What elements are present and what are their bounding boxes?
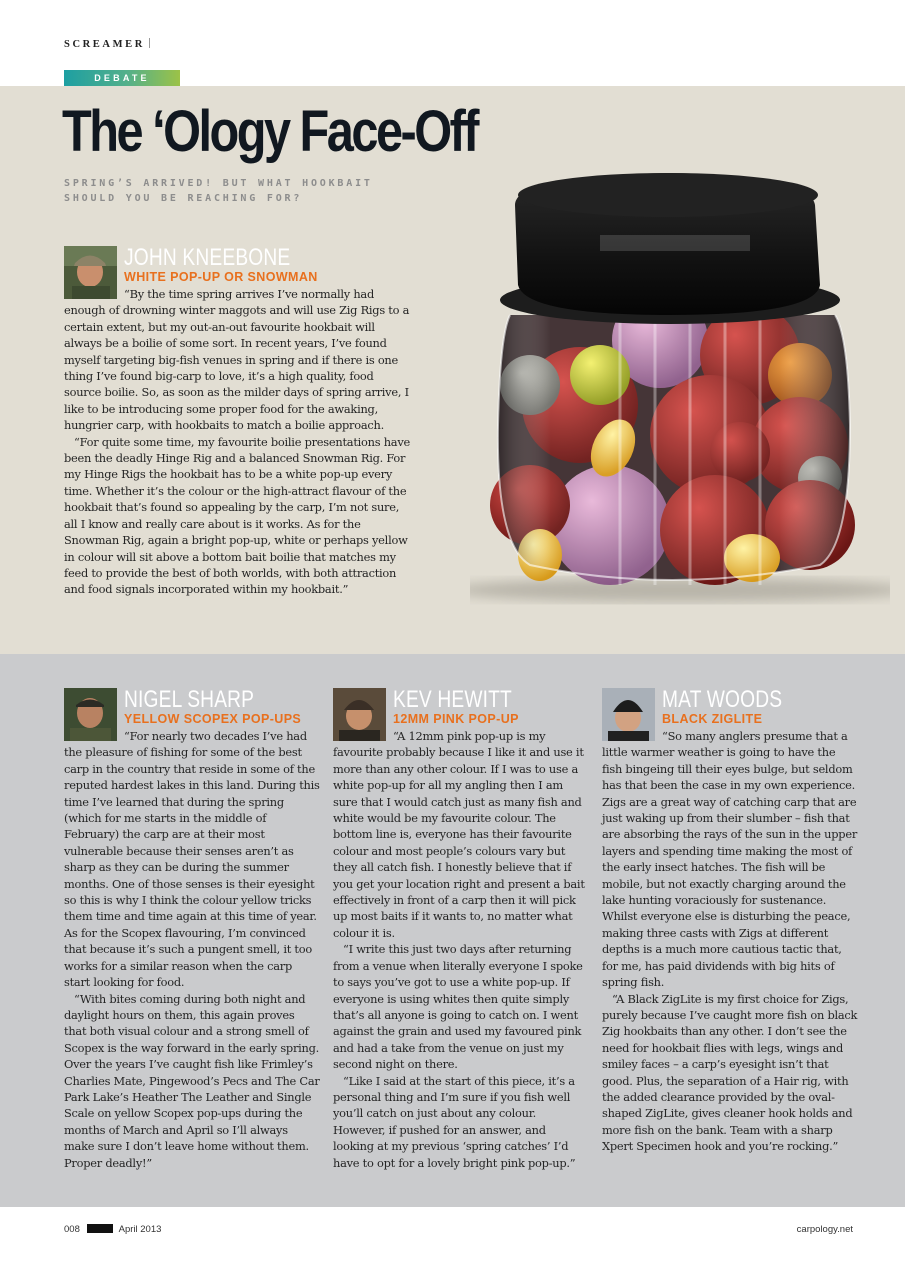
paragraph: “So many anglers presume that a little warmer weather is going to have the fish bingeing till their eyes bulge, but seldom has that been the case in my own experience. Zigs are a great way of catching carp that are just waking up from their slumber – fish that are absorbing the rays of the sun in the upper layers and spending time making the most of the early insect hatches. The fish will be mobile, but not exactly charging around the lake hunting voraciously for sustenance. Whilst everyone else is disturbing the peace, making three casts with Zigs at different depths is a much more cautious tactic that, for me, has paid dividends with big hits of spring fish. (602, 729, 858, 990)
magazine-logo-icon (87, 1224, 113, 1233)
issue-date: April 2013 (118, 1224, 162, 1235)
angler-name: KEV HEWITT (393, 686, 512, 713)
hookbait-choice: BLACK ZIGLITE (662, 712, 763, 726)
publication-header: SCREAMER (64, 38, 150, 50)
article-body-nigel (64, 728, 320, 1171)
angler-name: JOHN KNEEBONE (124, 244, 291, 271)
paragraph: “Like I said at the start of this piece, it’s a personal thing and I’m sure if you fish well you’ll catch on just about any colour. However, if pushed for an answer, and looking at my previous ‘spring catches’ I’d have to opt for a lovely bright pink pop-up.” (333, 1073, 576, 1170)
page-title: The ‘Ology Face-Off (62, 99, 478, 164)
article-body-mat (602, 728, 858, 1155)
article-body-kev (333, 728, 589, 1171)
hookbait-jar-image (470, 165, 890, 605)
paragraph: “For quite some time, my favourite boilie presentations have been the deadly Hinge Rig and a balanced Snowman Rig. For my Hinge Rigs the hookbait has to be a white pop-up every time. Whether it’s the colour or the high-attract flavour of the hookbait that’s found so appealing by the carp, I’m not sure, all I know and really care about is it works. As for the Snowman Rig, again a bright pop-up, white or perhaps yellow in colour will sit above a bottom bait boilie that matches my feed to provide the best of both worlds, with both attraction and food signals incorporated within my hookbait.” (64, 434, 411, 597)
hookbait-choice: YELLOW SCOPEX POP-UPS (124, 712, 302, 726)
page-number: 008 (64, 1224, 80, 1235)
paragraph: “For nearly two decades I’ve had the pleasure of fishing for some of the best carp in the country that reside in some of the reputed hardest lakes in this land. During this time I’ve learned that during the spring (which for me starts in the middle of February) the carp are at their most vulnerable because their senses aren’t as sharp as they can be during the summer months. One of those senses is their eyesight so this is why I think the colour yellow tricks them time and time again at this time of year. As for the Scopex flavouring, I’m convinced that because it’s such a pungent smell, it too works for a similar reason when the carp start looking for food. (64, 729, 320, 990)
hookbait-choice: 12MM PINK POP-UP (393, 712, 519, 726)
angler-name: NIGEL SHARP (124, 686, 255, 713)
page-footer-left (64, 1224, 161, 1235)
paragraph: “A 12mm pink pop-up is my favourite probably because I like it and use it more than any other colour. If I was to use a white pop-up for all my angling then I am sure that I would catch just as many fish and white would be my favourite colour. The bottom line is, everyone has their favourite colour and most people’s colours vary but they all catch fish. I honestly believe that if you get your location right and present a bait effectively in front of a carp then it will pick up most baits if it wants to, no matter what colour it is. (333, 729, 585, 940)
page-subtitle: SPRING’S ARRIVED! BUT WHAT HOOKBAIT SHOULD YOU BE REACHING FOR? (64, 178, 373, 204)
hookbait-choice: WHITE POP-UP OR SNOWMAN (124, 270, 318, 284)
paragraph: “I write this just two days after returning from a venue when literally everyone I spoke to says you’ve got to use a white pop-up. If everyone is using whites then quite simply that’s all anyone is going to catch on. I went against the grain and used my favoured pink and had a take from the venue on just my second night on there. (333, 942, 583, 1072)
website-link[interactable]: carpology.net (796, 1224, 853, 1235)
debate-tag: DEBATE (64, 70, 180, 86)
article-body-john (64, 286, 414, 598)
angler-name: MAT WOODS (662, 686, 783, 713)
paragraph: “With bites coming during both night and daylight hours on them, this again proves that both visual colour and a strong smell of Scopex is the way forward in the early spring. Over the years I’ve caught fish like Frimley’s Charlies Mate, Pingewood’s Pecs and The Car Park Lake’s Heather The Leather and Single Scale on yellow Scopex pop-ups during the months of March and April so I’ll always make sure I don’t leave home without them. Proper deadly!” (64, 991, 320, 1170)
paragraph: “By the time spring arrives I’ve normally had enough of drowning winter maggots and will use Zig Rigs to a certain extent, but my out-an-out favourite hookbait will always be a boilie of some sort. In recent years, I’ve found myself targeting big-fish venues in spring and if there is one thing I’ve found big-carp to love, it’s a high quality, food source boilie. So, as soon as the milder days of spring arrive, I like to be introducing some proper food for the awaking, hungrier carp, with hookbaits to match a boilie approach. (64, 287, 410, 433)
paragraph: “A Black ZigLite is my first choice for Zigs, purely because I’ve caught more fish on black Zig hookbaits than any other. I don’t see the need for hookbait flies with legs, wings and smiley faces – a carp’s eyesight isn’t that good. Plus, the separation of a Hair rig, with the added clearance provided by the oval-shaped ZigLite, gives cleaner hook holds and more fish on the bank. Team with a sharp Xpert Specimen hook and you’re rocking.” (602, 991, 858, 1154)
